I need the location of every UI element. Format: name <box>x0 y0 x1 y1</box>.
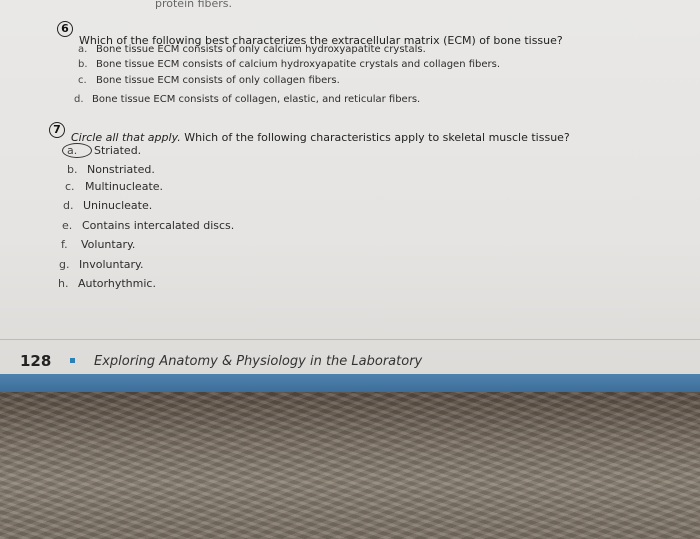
option-text: Multinucleate. <box>85 180 164 193</box>
option-text: Involuntary. <box>79 258 144 271</box>
question-7-prompt: Which of the following characteristics apply to skeletal muscle tissue? <box>184 131 570 144</box>
book-title: Exploring Anatomy & Physiology in the Laboratory <box>94 354 423 369</box>
option-text: Bone tissue ECM consists of only calcium hydroxyapatite crystals. <box>96 44 426 55</box>
option-text: Voluntary. <box>81 238 136 251</box>
option-text: Bone tissue ECM consists of only collagen fibers. <box>96 75 340 86</box>
option-text: Nonstriated. <box>87 163 155 176</box>
question-6-option-a[interactable] <box>78 44 426 55</box>
option-letter: e. <box>62 219 73 232</box>
top-cut-text: protein fibers. <box>155 0 233 10</box>
option-text: Autorhythmic. <box>78 277 156 290</box>
option-letter: d. <box>63 199 74 212</box>
question-6-option-c[interactable] <box>78 75 340 86</box>
question-7-option-g[interactable] <box>59 258 143 271</box>
option-letter: c. <box>78 75 87 86</box>
question-7-option-b[interactable] <box>67 163 155 176</box>
question-7-option-c[interactable] <box>65 180 163 193</box>
question-6-option-d[interactable] <box>74 94 420 105</box>
question-7-option-e[interactable] <box>62 219 234 232</box>
option-text: Bone tissue ECM consists of calcium hydroxyapatite crystals and collagen fibers. <box>96 59 501 70</box>
question-6-text: Which of the following best characterizes the extracellular matrix (ECM) of bone tissue? <box>79 34 563 47</box>
option-text: Striated. <box>94 144 142 157</box>
page-bottom-band <box>0 374 700 392</box>
question-7-text <box>71 131 570 144</box>
option-letter: b. <box>67 163 78 176</box>
circled-option-letter: a. <box>62 143 92 158</box>
option-letter: f. <box>61 238 68 251</box>
question-7-option-h[interactable] <box>58 277 156 290</box>
question-7-number: 7 <box>49 122 65 138</box>
option-letter: a. <box>78 44 88 55</box>
footer-divider <box>0 339 700 340</box>
footer-bullet-icon <box>70 358 75 363</box>
question-7-option-a[interactable] <box>67 143 141 158</box>
option-text: Bone tissue ECM consists of collagen, elastic, and reticular fibers. <box>92 94 421 105</box>
option-letter: h. <box>58 277 69 290</box>
page-number: 128 <box>20 352 52 370</box>
question-7-option-d[interactable] <box>63 199 152 212</box>
question-7-option-f[interactable] <box>61 238 135 251</box>
option-letter: g. <box>59 258 70 271</box>
question-6-option-b[interactable] <box>78 59 500 70</box>
question-7-instruction: Circle all that apply. <box>71 131 181 144</box>
option-letter: d. <box>74 94 84 105</box>
fabric-background <box>0 392 700 539</box>
option-letter: c. <box>65 180 75 193</box>
option-text: Contains intercalated discs. <box>82 219 235 232</box>
question-6-number: 6 <box>57 21 73 37</box>
option-text: Uninucleate. <box>83 199 153 212</box>
option-letter: b. <box>78 59 88 70</box>
